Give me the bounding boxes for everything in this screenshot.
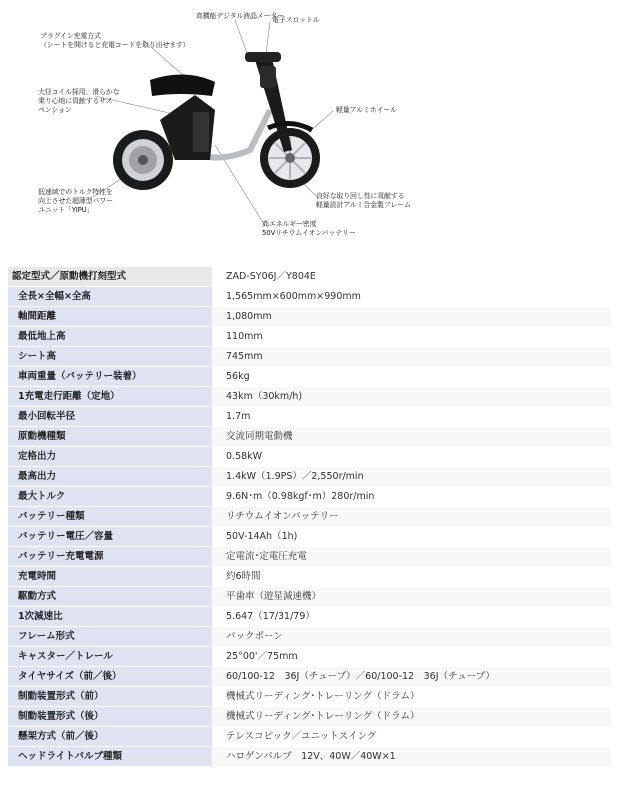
spec-row: [8, 347, 612, 367]
spec-label: シート高: [8, 347, 213, 367]
spec-label: バッテリー電圧／容量: [8, 527, 213, 547]
spec-value: 56kg: [213, 367, 612, 387]
spec-value: 交流同期電動機: [213, 427, 612, 447]
spec-row: [8, 367, 612, 387]
spec-label: フレーム形式: [8, 627, 213, 647]
spec-row: [8, 727, 612, 747]
spec-row: [8, 527, 612, 547]
front-wheel: [260, 128, 320, 188]
spec-label: 軸間距離: [8, 307, 213, 327]
spec-row: [8, 647, 612, 667]
spec-label: 最高出力: [8, 467, 213, 487]
spec-value: 機械式リーディング･トレーリング（ドラム）: [213, 707, 612, 727]
spec-row: [8, 407, 612, 427]
spec-value: 機械式リーディング･トレーリング（ドラム）: [213, 687, 612, 707]
spec-row: [8, 467, 612, 487]
callout-throttle: 電子スロットル: [272, 16, 320, 24]
spec-row: [8, 307, 612, 327]
spec-table: [7, 266, 612, 767]
spec-row: [8, 587, 612, 607]
callout-suspension: 大径コイル採用、滑らかな 乗り心地に貢献するサス ペンション: [38, 88, 120, 114]
spec-table-container: [7, 266, 612, 767]
product-figure: [0, 0, 620, 258]
spec-value: 25°00'／75mm: [213, 647, 612, 667]
spec-label: 最低地上高: [8, 327, 213, 347]
spec-label: 駆動方式: [8, 587, 213, 607]
spec-value: 1.7m: [213, 407, 612, 427]
spec-row: [8, 627, 612, 647]
callout-plugin: プラグイン充電方式 （シートを開けると充電コードを取り出せます）: [40, 32, 190, 49]
spec-value: 43km（30km/h): [213, 387, 612, 407]
spec-row: [8, 507, 612, 527]
spec-value: 745mm: [213, 347, 612, 367]
spec-label: 制動装置形式（前）: [8, 687, 213, 707]
spec-value: 定電流･定電圧充電: [213, 547, 612, 567]
spec-value: 1,080mm: [213, 307, 612, 327]
spec-label: 1次減速比: [8, 607, 213, 627]
spec-row: [8, 427, 612, 447]
spec-value: 約6時間: [213, 567, 612, 587]
spec-row: [8, 267, 612, 287]
spec-value: テレスコピック／ユニットスイング: [213, 727, 612, 747]
spec-label: 懸架方式（前／後）: [8, 727, 213, 747]
spec-row: [8, 667, 612, 687]
spec-row: [8, 687, 612, 707]
spec-row: [8, 747, 612, 767]
spec-row: [8, 447, 612, 467]
spec-value: 1,565mm×600mm×990mm: [213, 287, 612, 307]
spec-value: ZAD-SY06J／Y804E: [213, 267, 612, 287]
spec-value: 50V-14Ah（1h): [213, 527, 612, 547]
spec-label: 原動機種類: [8, 427, 213, 447]
rear-wheel: [113, 130, 173, 190]
callout-wheel: 軽量アルミホイール: [336, 106, 397, 114]
callout-meter: 高機能デジタル液晶メーター: [196, 12, 284, 20]
spec-value: ハロゲンバルブ 12V、40W／40W×1: [213, 747, 612, 767]
spec-row: [8, 567, 612, 587]
spec-row: [8, 327, 612, 347]
spec-label: 認定型式／原動機打刻型式: [8, 267, 213, 287]
spec-value: 0.58kW: [213, 447, 612, 467]
spec-label: 車両重量（バッテリー装着）: [8, 367, 213, 387]
spec-row: [8, 287, 612, 307]
spec-row: [8, 547, 612, 567]
spec-row: [8, 387, 612, 407]
spec-label: 定格出力: [8, 447, 213, 467]
spec-label: 最大トルク: [8, 487, 213, 507]
spec-value: 平歯車（遊星減速機）: [213, 587, 612, 607]
spec-label: ヘッドライトバルブ種類: [8, 747, 213, 767]
spec-row: [8, 707, 612, 727]
spec-value: 9.6N･m（0.98kgf･m）280r/min: [213, 487, 612, 507]
callout-battery: 高エネルギー密度 50Vリチウムイオンバッテリー: [262, 220, 356, 237]
spec-label: 制動装置形式（後）: [8, 707, 213, 727]
spec-value: バックボーン: [213, 627, 612, 647]
callout-motor: 低速域でのトルク特性を 向上させた超薄型パワー ユニット「YIPU」: [38, 188, 113, 214]
spec-label: キャスター／トレール: [8, 647, 213, 667]
spec-value: 5.647（17/31/79）: [213, 607, 612, 627]
spec-label: 充電時間: [8, 567, 213, 587]
spec-label: バッテリー種類: [8, 507, 213, 527]
spec-label: 全長×全幅×全高: [8, 287, 213, 307]
spec-value: 1.4kW（1.9PS）／2,550r/min: [213, 467, 612, 487]
spec-value: リチウムイオンバッテリー: [213, 507, 612, 527]
spec-value: 60/100-12 36J（チューブ）／60/100-12 36J（チューブ）: [213, 667, 612, 687]
spec-label: 1充電走行距離（定地）: [8, 387, 213, 407]
spec-row: [8, 487, 612, 507]
spec-label: バッテリー充電電源: [8, 547, 213, 567]
spec-label: 最小回転半径: [8, 407, 213, 427]
spec-label: タイヤサイズ（前／後）: [8, 667, 213, 687]
spec-value: 110mm: [213, 327, 612, 347]
callout-frame: 良好な取り回し性に貢献する 軽量設計アルミ合金製フレーム: [316, 192, 411, 209]
spec-row: [8, 607, 612, 627]
